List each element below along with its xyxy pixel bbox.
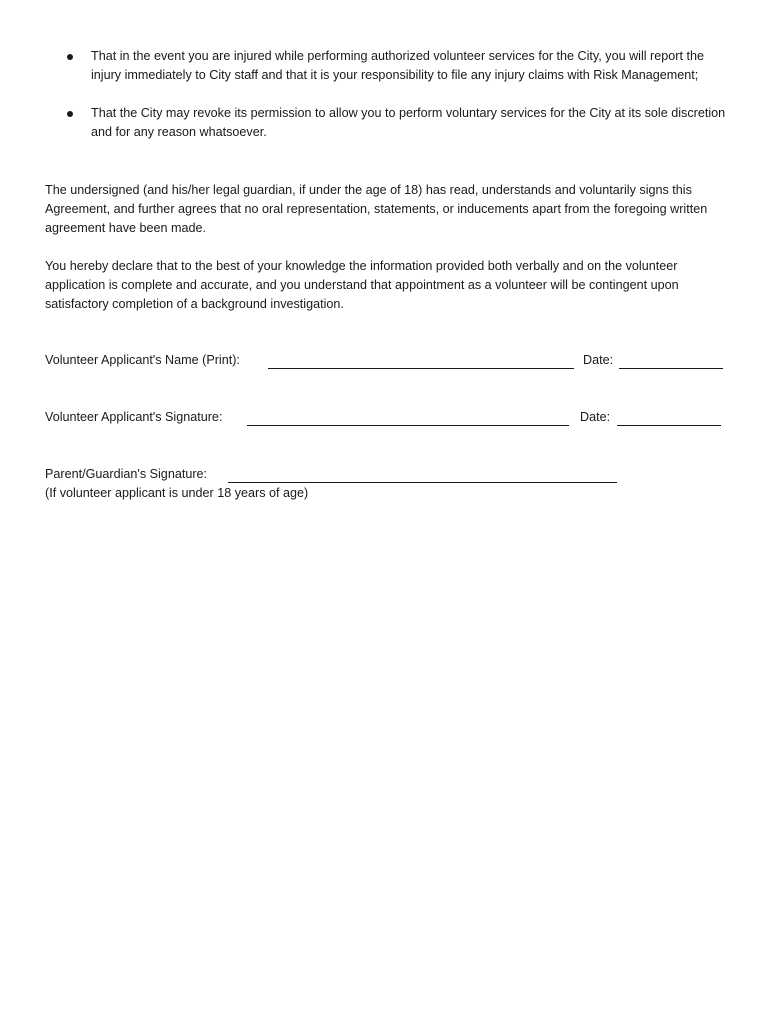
applicant-name-row — [45, 351, 240, 371]
name-date-row — [583, 351, 613, 371]
bullet-icon — [67, 54, 73, 60]
declaration-paragraph: You hereby declare that to the best of your knowledge the information provided both verbally and on the volunteer application is complete and accurate, and you understand that appointment as a volunteer will be contingent upon satisfactory completion of a background investigation. — [45, 259, 679, 311]
bullet-text: That in the event you are injured while performing authorized volunteer services for the City, you will report the injury immediately to City staff and that it is your responsibility to file any injury claims with Risk Management; — [91, 49, 704, 82]
parent-signature-note: (If volunteer applicant is under 18 years of age) — [45, 486, 309, 500]
terms-bullet-list — [45, 47, 735, 161]
applicant-signature-label: Volunteer Applicant's Signature: — [45, 410, 223, 424]
agreement-paragraph: The undersigned (and his/her legal guardian, if under the age of 18) has read, understands and voluntarily signs this Agreement, and further agrees that no oral representation, statements, or inducements apart from the foregoing written agreement have been made. — [45, 183, 708, 235]
signature-date-row — [580, 408, 610, 428]
applicant-name-field[interactable] — [268, 368, 574, 369]
bullet-item-revoke — [45, 104, 735, 142]
signature-date-label: Date: — [580, 410, 611, 424]
signature-date-field[interactable] — [617, 425, 721, 426]
parent-signature-field[interactable] — [228, 482, 617, 483]
bullet-text: That the City may revoke its permission to allow you to perform voluntary services for the City at its sole discretion and for any reason whatsoever. — [91, 106, 726, 139]
applicant-signature-row — [45, 408, 222, 428]
applicant-name-label: Volunteer Applicant's Name (Print): — [45, 353, 240, 367]
name-date-label: Date: — [583, 353, 614, 367]
name-date-field[interactable] — [619, 368, 723, 369]
bullet-icon — [67, 111, 73, 117]
bullet-item-injury — [45, 47, 735, 85]
parent-signature-label: Parent/Guardian's Signature: — [45, 467, 208, 481]
applicant-signature-field[interactable] — [247, 425, 569, 426]
parent-signature-row — [45, 465, 207, 485]
